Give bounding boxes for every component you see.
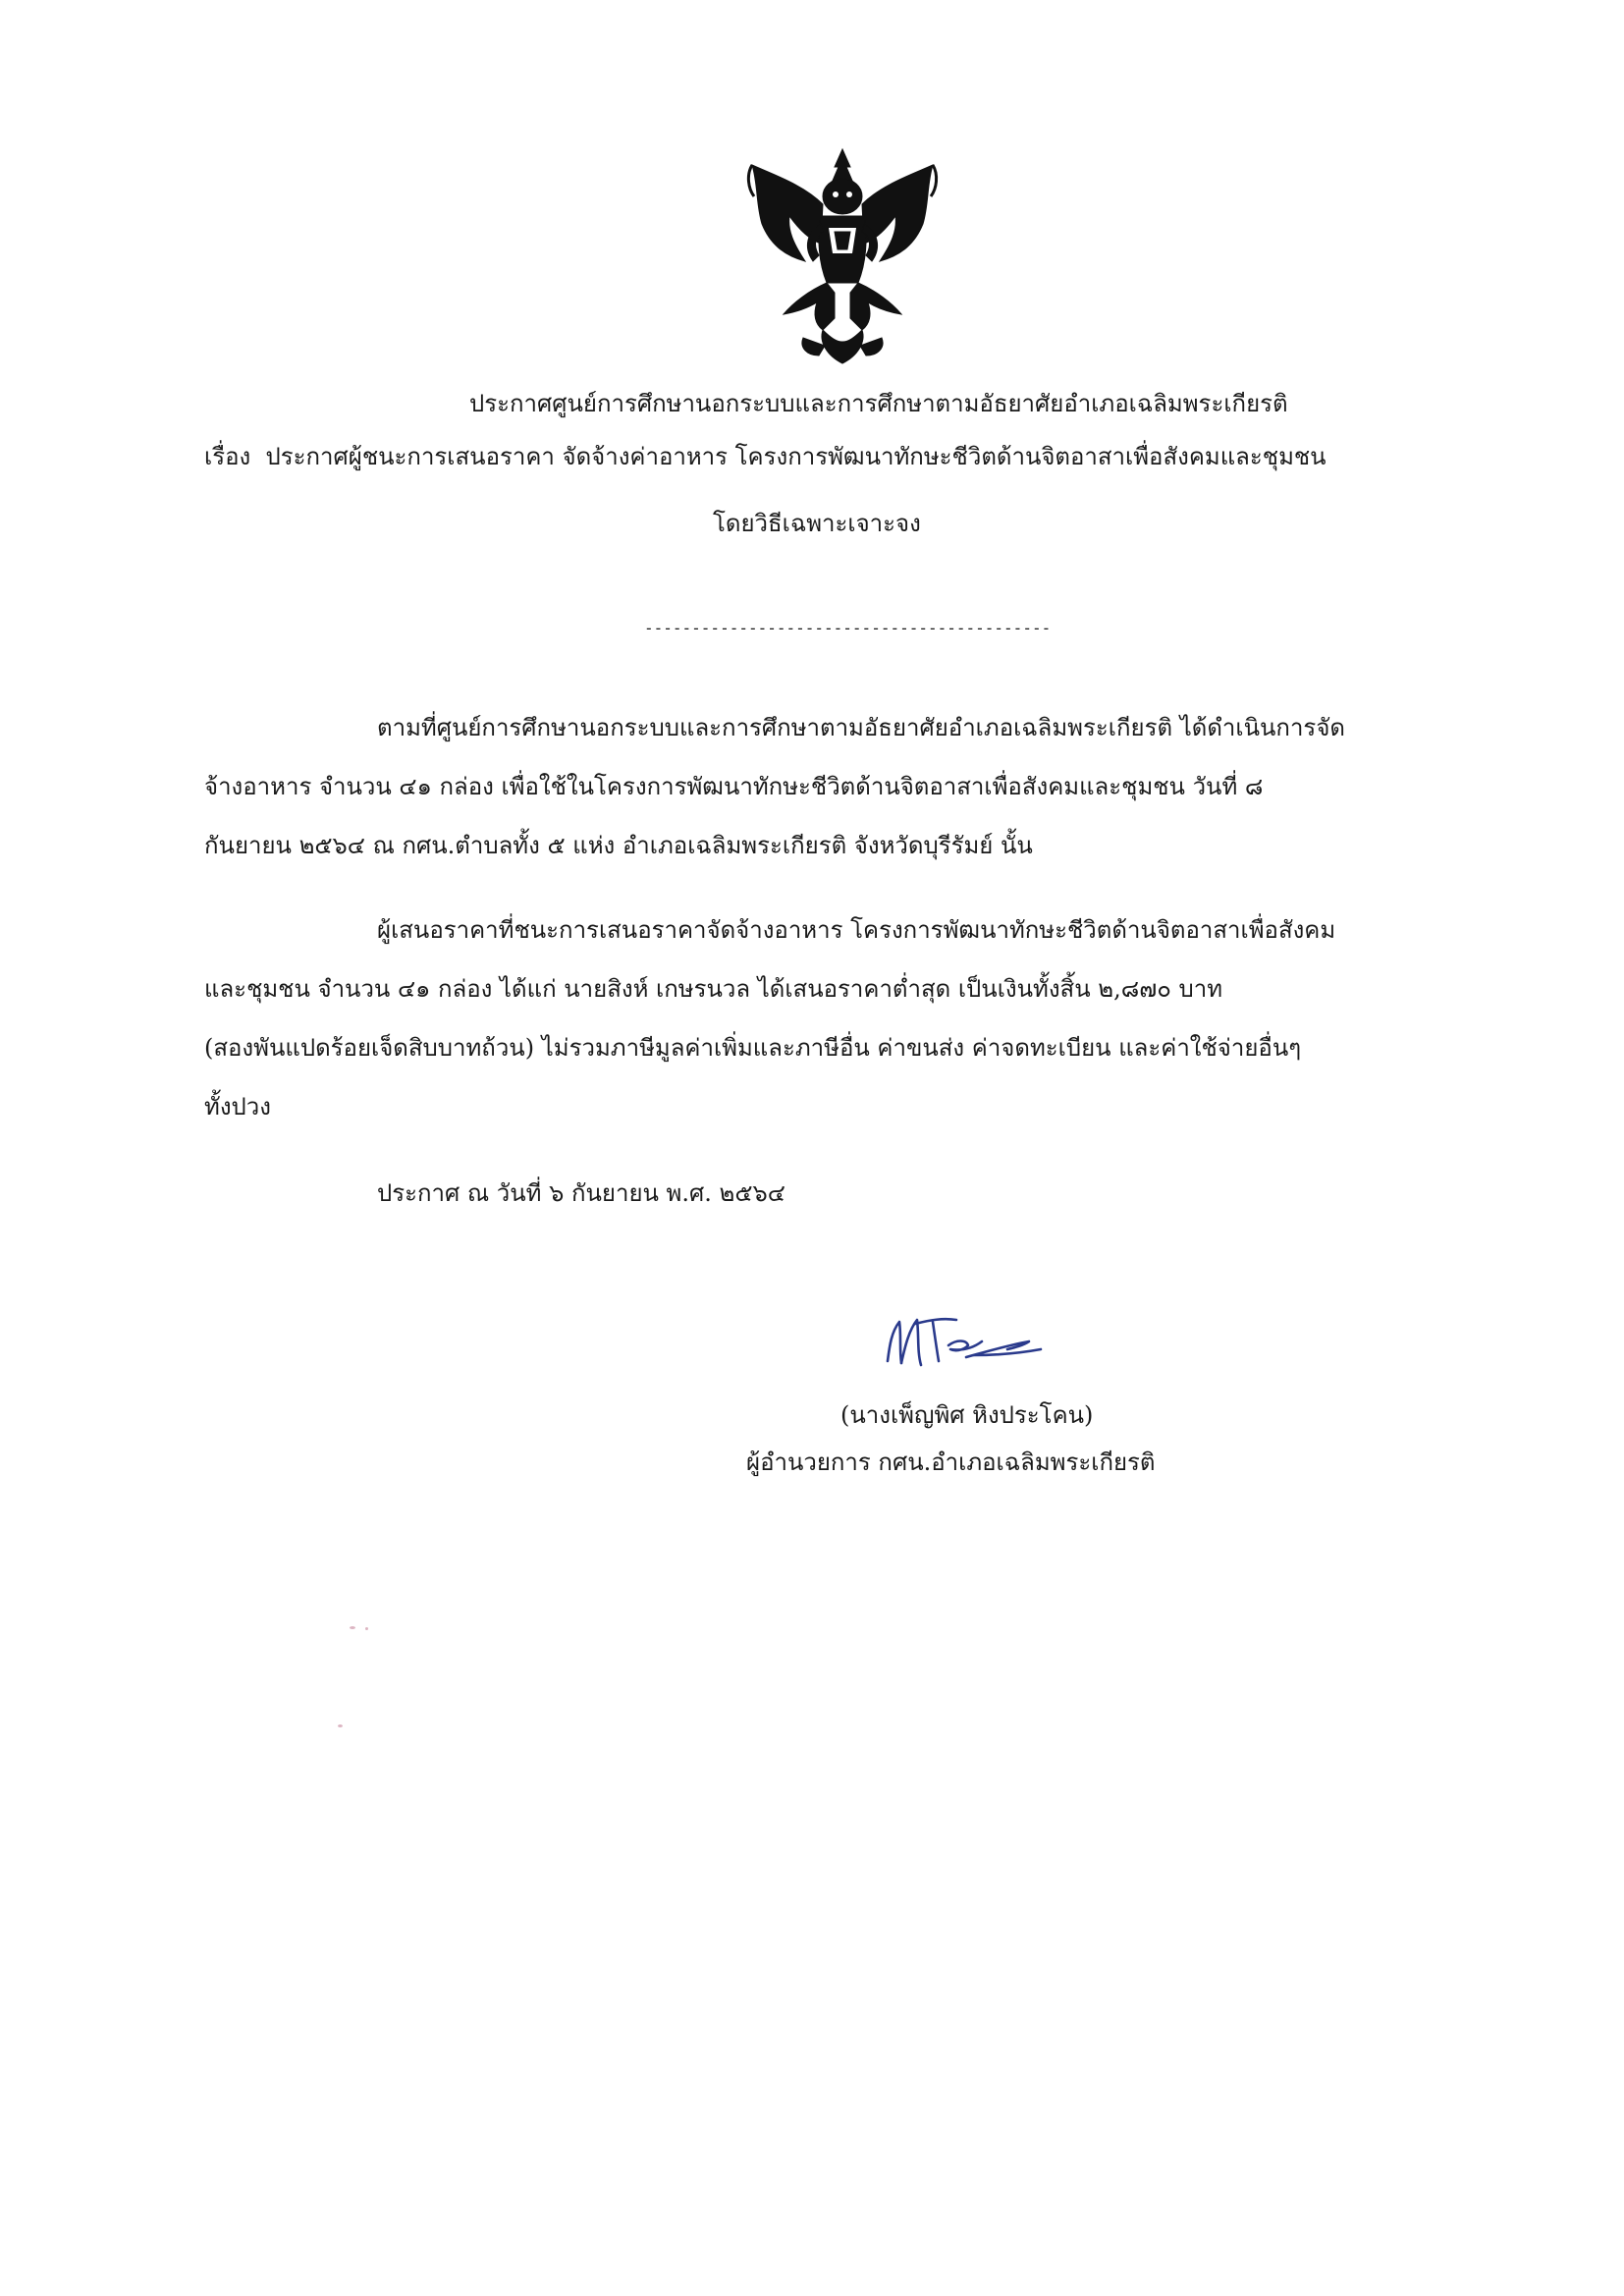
scan-mark — [365, 1627, 368, 1630]
announcement-date: ประกาศ ณ วันที่ ๖ กันยายน พ.ศ. ๒๕๖๔ — [377, 1179, 785, 1207]
handwritten-signature-icon — [880, 1306, 1056, 1377]
paragraph-1-line-3: กันยายน ๒๕๖๔ ณ กศน.ตำบลทั้ง ๕ แห่ง อำเภอเฉลิมพระเกียรติ จังหวัดบุรีรัมย์ นั้น — [204, 832, 1033, 859]
paragraph-1-line-1: ตามที่ศูนย์การศึกษานอกระบบและการศึกษาตามอัธยาศัยอำเภอเฉลิมพระเกียรติ ได้ดำเนินการจัด — [377, 714, 1345, 741]
paragraph-2-line-4: ทั้งปวง — [204, 1093, 271, 1121]
subject-text: ประกาศผู้ชนะการเสนอราคา จัดจ้างค่าอาหาร โครงการพัฒนาทักษะชีวิตด้านจิตอาสาเพื่อสังคมและชุมชน — [265, 443, 1326, 470]
signatory-name: (นางเพ็ญพิศ หิงประโคน) — [840, 1401, 1094, 1429]
paragraph-2-line-1: ผู้เสนอราคาที่ชนะการเสนอราคาจัดจ้างอาหาร โครงการพัฒนาทักษะชีวิตด้านจิตอาสาเพื่อสังคม — [377, 916, 1336, 944]
signatory-position: ผู้อำนวยการ กศน.อำเภอเฉลิมพระเกียรติ — [746, 1449, 1156, 1476]
subject-label: เรื่อง — [204, 443, 251, 470]
scan-mark — [338, 1724, 343, 1727]
scan-mark — [350, 1626, 355, 1629]
paragraph-2-line-3: (สองพันแปดร้อยเจ็ดสิบบาทถ้วน) ไม่รวมภาษีมูลค่าเพิ่มและภาษีอื่น ค่าขนส่ง ค่าจดทะเบียน และค่าใช้จ่ายอื่นๆ — [204, 1034, 1302, 1062]
garuda-emblem-icon — [744, 145, 941, 365]
paragraph-2-line-2: และชุมชน จำนวน ๔๑ กล่อง ได้แก่ นายสิงห์ เกษรนวล ได้เสนอราคาต่ำสุด เป็นเงินทั้งสิ้น ๒,๘๗๐ บาท — [204, 975, 1223, 1003]
divider: ------------------------------------------- — [644, 619, 1052, 637]
paragraph-1-line-2: จ้างอาหาร จำนวน ๔๑ กล่อง เพื่อใช้ในโครงการพัฒนาทักษะชีวิตด้านจิตอาสาเพื่อสังคมและชุมชน วันที่ ๘ — [204, 773, 1264, 800]
document-title: ประกาศศูนย์การศึกษานอกระบบและการศึกษาตามอัธยาศัยอำเภอเฉลิมพระเกียรติ — [469, 390, 1288, 417]
subject-line — [204, 440, 1326, 473]
procurement-method: โดยวิธีเฉพาะเจาะจง — [713, 510, 921, 537]
